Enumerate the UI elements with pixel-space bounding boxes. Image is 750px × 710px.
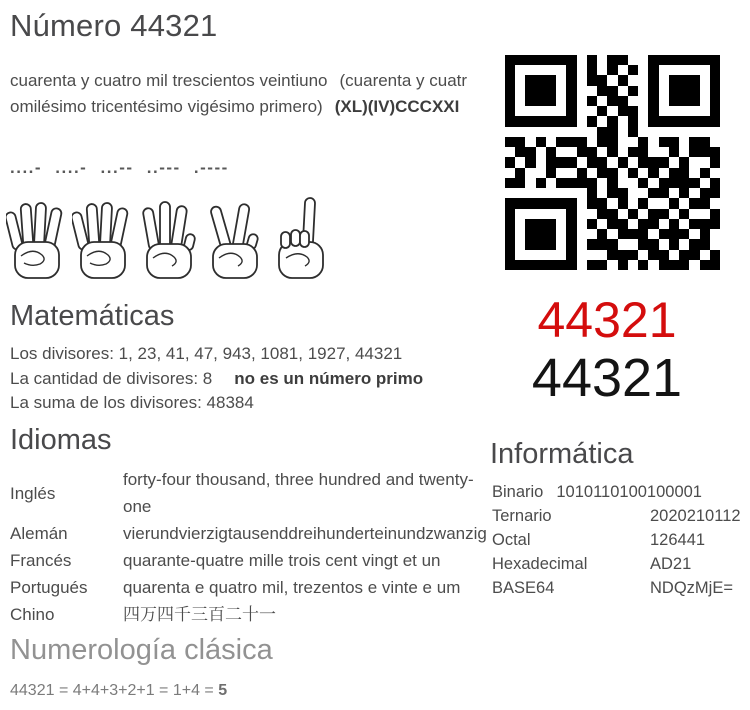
language-row [10,547,480,574]
informatics-row-value: NDQzMjE= [650,579,733,597]
math-section-lines [10,342,480,416]
informatics-row-label: Ternario [492,507,552,525]
numerology-result: 5 [218,682,228,699]
informatics-row-label: Octal [492,531,531,549]
prime-note: no es un número primo [234,368,424,388]
informatics-row-label: Hexadecimal [492,555,588,573]
big-numbers [482,292,732,408]
divisor-count-line: La cantidad de divisores: 8 no es un número primo [10,368,424,388]
language-row-value: vierundvierzigtausenddreihunderteinundzwanzig [123,524,487,543]
language-row [10,601,480,628]
qr-code [505,55,720,270]
morse-code-text: ....- ....- ...-- ..--- .---- [10,158,229,177]
informatics-row [492,528,748,552]
informatics-row-label: BASE64 [492,579,555,597]
informatics-row [492,504,748,528]
language-row-value: quarante-quatre mille trois cent vingt et un [123,551,441,570]
language-row-label: Portugués [10,578,88,597]
languages-section-heading: Idiomas [10,424,112,456]
informatics-section-heading: Informática [490,438,634,470]
informatics-row-value: 126441 [650,531,706,549]
informatics-row-value: 1010110100100001 [556,483,702,501]
cardinal-text: cuarenta y cuatro mil trescientos veintiuno [10,71,328,90]
hand-sign-2-icon [204,192,266,282]
informatics-row-value: AD21 [650,555,692,573]
language-row-value: forty-four thousand, three hundred and twenty-one [123,470,474,516]
language-row-value: 四万四千三百二十一 [123,605,276,624]
languages-table [10,466,487,628]
divisor-sum-line: La suma de los divisores: 48384 [10,393,254,412]
language-row-label: Alemán [10,524,68,543]
informatics-table [492,480,748,600]
informatics-row-label: Binario [492,483,544,501]
divisors-line: Los divisores: 1, 23, 41, 47, 943, 1081, 1927, 44321 [10,344,403,363]
numerology-formula: 44321 = 4+4+3+2+1 = 1+4 = 5 [10,682,228,699]
page-title: Número 44321 [10,8,218,43]
language-row-label: Inglés [10,483,56,503]
language-row-value: quarenta e quatro mil, trezentos e vinte e um [123,578,461,597]
hand-sign-4-icon [6,192,68,282]
language-row-label: Francés [10,551,72,570]
language-row [10,520,487,547]
informatics-row [492,480,748,504]
language-row-label: Chino [10,605,55,624]
roman-numeral-text: (XL)(IV)CCCXXI [334,97,460,116]
informatics-row-value: 2020210112 [650,507,741,525]
hand-sign-1-icon [270,192,332,282]
language-row [10,466,480,520]
big-number-red: 44321 [537,292,677,348]
informatics-row [492,552,748,576]
hand-sign-4-icon [72,192,134,282]
hand-sign-3-icon [138,192,200,282]
numerology-section-heading: Numerología clásica [10,634,273,666]
number-words-paragraph [10,68,476,120]
informatics-row [492,576,748,600]
big-number-black: 44321 [531,348,683,408]
math-section-heading: Matemáticas [10,300,175,332]
finger-counting-hands [6,192,338,284]
language-row [10,574,480,601]
ordinal-text: (cuarenta y cuatromilésimo tricentésimo vigésimo primero) [10,71,468,116]
